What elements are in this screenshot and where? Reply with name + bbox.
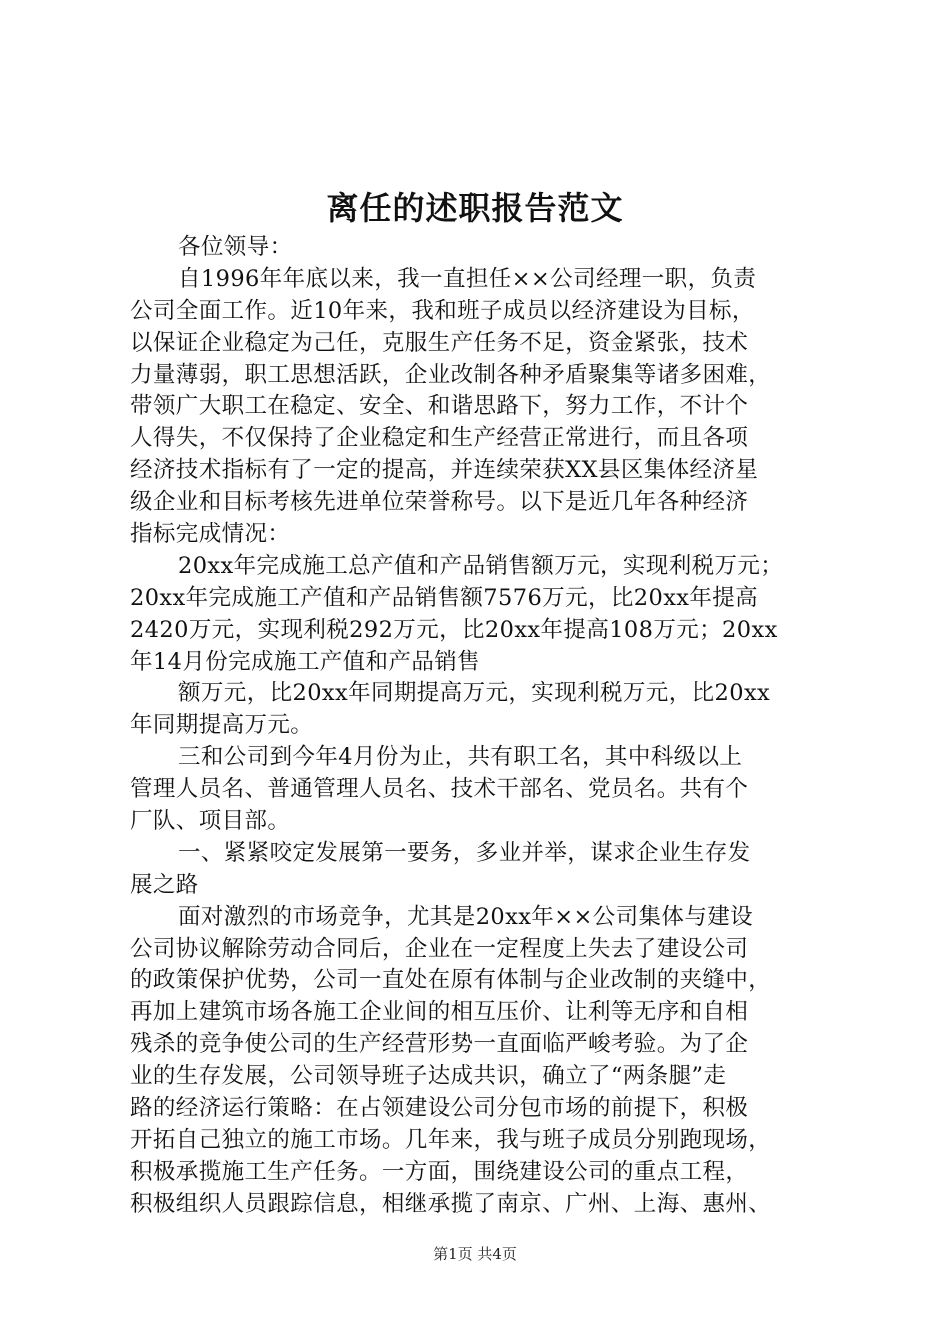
text-line: 指标完成情况： [130, 521, 291, 548]
text-line: 公司全面工作。近10年来，我和班子成员以经济建设为目标， [130, 297, 755, 324]
text-line: 业的生存发展，公司领导班子达成共识，确立了“两条腿”走 [130, 1063, 727, 1090]
text-line: 三和公司到今年4月份为止，共有职工名，其中科级以上 [178, 744, 743, 771]
text-line: 20xx年完成施工总产值和产品销售额万元，实现利税万元； [178, 552, 784, 579]
text-line: 级企业和目标考核先进单位荣誉称号。以下是近几年各种经济 [130, 489, 749, 516]
text-line: 经济技术指标有了一定的提高，并连续荣获XX县区集体经济星 [130, 457, 759, 484]
text-line: 路的经济运行策略：在占领建设公司分包市场的前提下，积极 [130, 1095, 749, 1122]
text-line: 积极承揽施工生产任务。一方面，围绕建设公司的重点工程， [130, 1158, 749, 1185]
text-line: 展之路 [130, 871, 199, 898]
text-line: 残杀的竞争使公司的生产经营形势一直面临严峻考验。为了企 [130, 1031, 749, 1058]
text-line: 年14月份完成施工产值和产品销售 [130, 648, 481, 675]
page-footer: 第1页 共4页 [433, 1245, 517, 1263]
text-line: 面对激烈的市场竞争，尤其是20xx年××公司集体与建设 [178, 903, 754, 930]
text-line: 积极组织人员跟踪信息，相继承揽了南京、广州、上海、惠州、 [130, 1190, 772, 1217]
text-line: 管理人员名、普通管理人员名、技术干部名、党员名。共有个 [130, 776, 749, 803]
text-line: 力量薄弱，职工思想活跃，企业改制各种矛盾聚集等诸多困难， [130, 361, 772, 388]
text-line: 人得失，不仅保持了企业稳定和生产经营正常进行，而且各项 [130, 425, 749, 452]
text-line: 自1996年年底以来，我一直担任××公司经理一职，负责 [178, 265, 757, 292]
text-line: 的政策保护优势，公司一直处在原有体制与企业改制的夹缝中， [130, 967, 772, 994]
text-line: 一、紧紧咬定发展第一要务，多业并举，谋求企业生存发 [178, 839, 751, 866]
text-line: 再加上建筑市场各施工企业间的相互压价、让利等无序和自相 [130, 999, 749, 1026]
text-line: 各位领导： [178, 234, 293, 260]
text-line: 年同期提高万元。 [130, 712, 314, 739]
text-line: 20xx年完成施工产值和产品销售额7576万元，比20xx年提高 [130, 584, 759, 611]
text-line: 额万元，比20xx年同期提高万元，实现利税万元，比20xx [178, 680, 771, 707]
text-line: 公司协议解除劳动合同后，企业在一定程度上失去了建设公司 [130, 935, 749, 962]
text-line: 2420万元，实现利税292万元，比20xx年提高108万元；20xx [130, 616, 778, 643]
text-line: 以保证企业稳定为己任，克服生产任务不足，资金紧张，技术 [130, 329, 749, 356]
document-title: 离任的述职报告范文 [326, 189, 624, 227]
text-line: 带领广大职工在稳定、安全、和谐思路下，努力工作，不计个 [130, 393, 749, 420]
document-body [130, 232, 830, 1221]
text-line: 厂队、项目部。 [130, 808, 291, 835]
text-line: 开拓自己独立的施工市场。几年来，我与班子成员分别跑现场， [130, 1126, 772, 1153]
